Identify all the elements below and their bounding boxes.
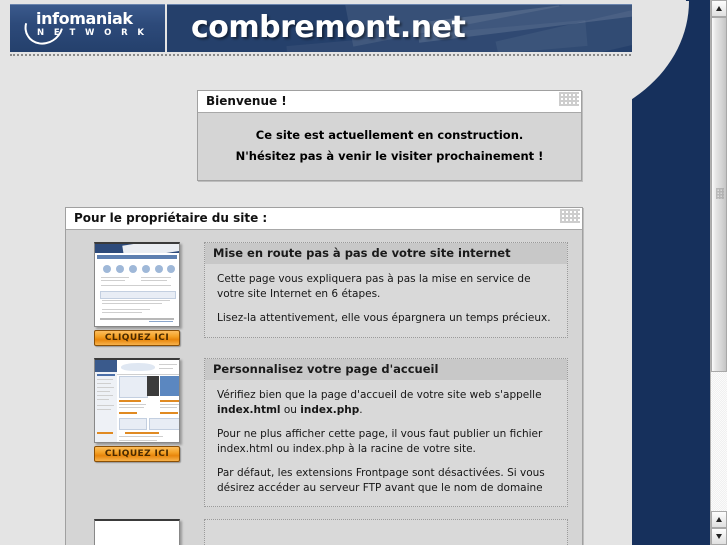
- mini-block: [100, 291, 176, 299]
- site-title-banner: [167, 4, 650, 52]
- scrollbar-track[interactable]: [711, 17, 727, 511]
- info-paragraph: Pour ne plus afficher cette page, il vous faut publier un fichier index.html ou index.php à la racine de votre site.: [217, 428, 543, 455]
- owner-panel-body: [66, 230, 582, 545]
- chevron-up-icon: [716, 517, 722, 522]
- welcome-line-2: N'hésitez pas à venir le visiter prochainement !: [235, 149, 544, 163]
- infomaniak-logo[interactable]: [10, 4, 165, 52]
- mini-card: [119, 376, 148, 398]
- mini-text: [160, 404, 179, 405]
- mini-text: [149, 321, 173, 322]
- info-box-heading-1: Mise en route pas à pas de votre site internet: [205, 243, 567, 264]
- cliquez-ici-button-2[interactable]: CLIQUEZ ICI: [94, 446, 180, 462]
- mini-text: [119, 440, 157, 441]
- mini-text: [159, 368, 173, 369]
- mini-image: [147, 376, 159, 396]
- header-divider: [10, 54, 650, 59]
- logo-subtitle: N E T W O R K: [37, 28, 148, 38]
- info-box-1: [204, 242, 568, 338]
- mini-step-dot: [142, 265, 150, 273]
- mini-text: [97, 379, 113, 380]
- welcome-panel-body: [198, 113, 581, 179]
- mini-text: [97, 405, 114, 406]
- scrollbar-thumb[interactable]: [711, 17, 727, 372]
- mini-text: [141, 280, 167, 281]
- mini-text: [119, 407, 144, 408]
- mini-sidebar: [95, 360, 117, 443]
- thumbnail-column: [94, 519, 182, 545]
- mini-promo: [160, 376, 179, 396]
- mini-step-dot: [116, 265, 124, 273]
- info-paragraph: Vérifiez bien que la page d'accueil de votre site web s'appelle index.html ou index.php.: [217, 389, 542, 416]
- mini-headline: [160, 412, 178, 414]
- wizard-steps-screenshot[interactable]: [94, 242, 180, 327]
- cliquez-ici-button-1[interactable]: CLIQUEZ ICI: [94, 330, 180, 346]
- mini-badge: [97, 432, 113, 434]
- page-gutter: [600, 56, 615, 545]
- owner-panel-title: [66, 208, 582, 230]
- welcome-panel-title: [198, 91, 581, 113]
- mini-text: [102, 303, 162, 304]
- mini-section-title: [125, 432, 159, 434]
- mini-text: [101, 277, 129, 278]
- site-header: [10, 4, 650, 52]
- mini-headline: [119, 400, 141, 402]
- scroll-down-button-upper[interactable]: [711, 511, 727, 528]
- info-paragraph: Par défaut, les extensions Frontpage sont désactivées. Si vous désirez accéder au serveur FTP avant que le nom de domaine: [217, 467, 545, 494]
- info-box-2: [204, 358, 568, 507]
- mini-photo: [121, 363, 155, 371]
- info-box-heading-2: Personnalisez votre page d'accueil: [205, 359, 567, 380]
- mini-text: [102, 312, 142, 313]
- page-title: combremont.net: [191, 10, 466, 45]
- decorative-blue-band: [632, 0, 710, 545]
- scroll-up-button[interactable]: [711, 0, 727, 17]
- vertical-scrollbar[interactable]: [710, 0, 727, 545]
- mini-rule: [100, 318, 174, 320]
- owner-block-partial: [66, 519, 582, 545]
- info-paragraph: Lisez-la attentivement, elle vous épargnera un temps précieux.: [217, 312, 551, 324]
- mini-step-dot: [167, 265, 175, 273]
- mini-text: [119, 436, 163, 437]
- mini-text: [160, 407, 177, 408]
- welcome-line-1: Ce site est actuellement en construction.: [255, 128, 524, 142]
- scroll-down-button[interactable]: [711, 528, 727, 545]
- mini-logo-block: [95, 360, 117, 372]
- mini-nav-bar: [97, 255, 177, 259]
- panel-corner-decoration: [559, 92, 579, 106]
- mini-text: [97, 399, 109, 400]
- mini-text: [97, 395, 113, 396]
- welcome-panel: [197, 90, 582, 181]
- mini-step-dot: [103, 265, 111, 273]
- mini-text: [97, 409, 111, 410]
- mini-headline: [119, 412, 137, 414]
- mini-text: [97, 387, 114, 388]
- third-screenshot[interactable]: [94, 519, 180, 545]
- panel-corner-decoration: [560, 209, 580, 223]
- scrollbar-grip: [716, 188, 724, 199]
- info-paragraph: Cette page vous expliquera pas à pas la mise en service de votre site Internet en 6 étapes.: [217, 273, 531, 300]
- mini-step-dot: [129, 265, 137, 273]
- info-box-body-1: [205, 264, 567, 336]
- mini-text: [102, 309, 150, 310]
- thumbnail-column: [94, 242, 182, 346]
- owner-block: [66, 358, 582, 507]
- owner-block: [66, 242, 582, 346]
- mini-card: [119, 418, 147, 430]
- chevron-up-icon: [716, 6, 722, 11]
- mini-text: [102, 300, 170, 301]
- mini-card: [149, 418, 180, 430]
- homepage-screenshot[interactable]: [94, 358, 180, 443]
- mini-text: [101, 285, 171, 286]
- thumbnail-column: [94, 358, 182, 462]
- info-box-3: [204, 519, 568, 545]
- banner-highlight-3: [495, 4, 650, 52]
- logo-wordmark: infomaniak: [36, 9, 133, 28]
- mini-text: [119, 404, 146, 405]
- mini-menu-title: [97, 374, 115, 376]
- mini-text: [141, 277, 171, 278]
- mini-step-dot: [155, 265, 163, 273]
- blue-band-curve: [632, 0, 686, 123]
- welcome-panel-title-text: Bienvenue !: [206, 94, 287, 108]
- mini-text: [159, 364, 177, 365]
- mini-text: [97, 391, 110, 392]
- owner-panel-title-text: Pour le propriétaire du site :: [74, 211, 268, 225]
- mini-text: [101, 280, 125, 281]
- info-box-body-2: [205, 380, 567, 506]
- mini-text: [97, 383, 111, 384]
- owner-panel: [65, 207, 583, 545]
- mini-headline: [160, 400, 180, 402]
- chevron-down-icon: [716, 534, 722, 539]
